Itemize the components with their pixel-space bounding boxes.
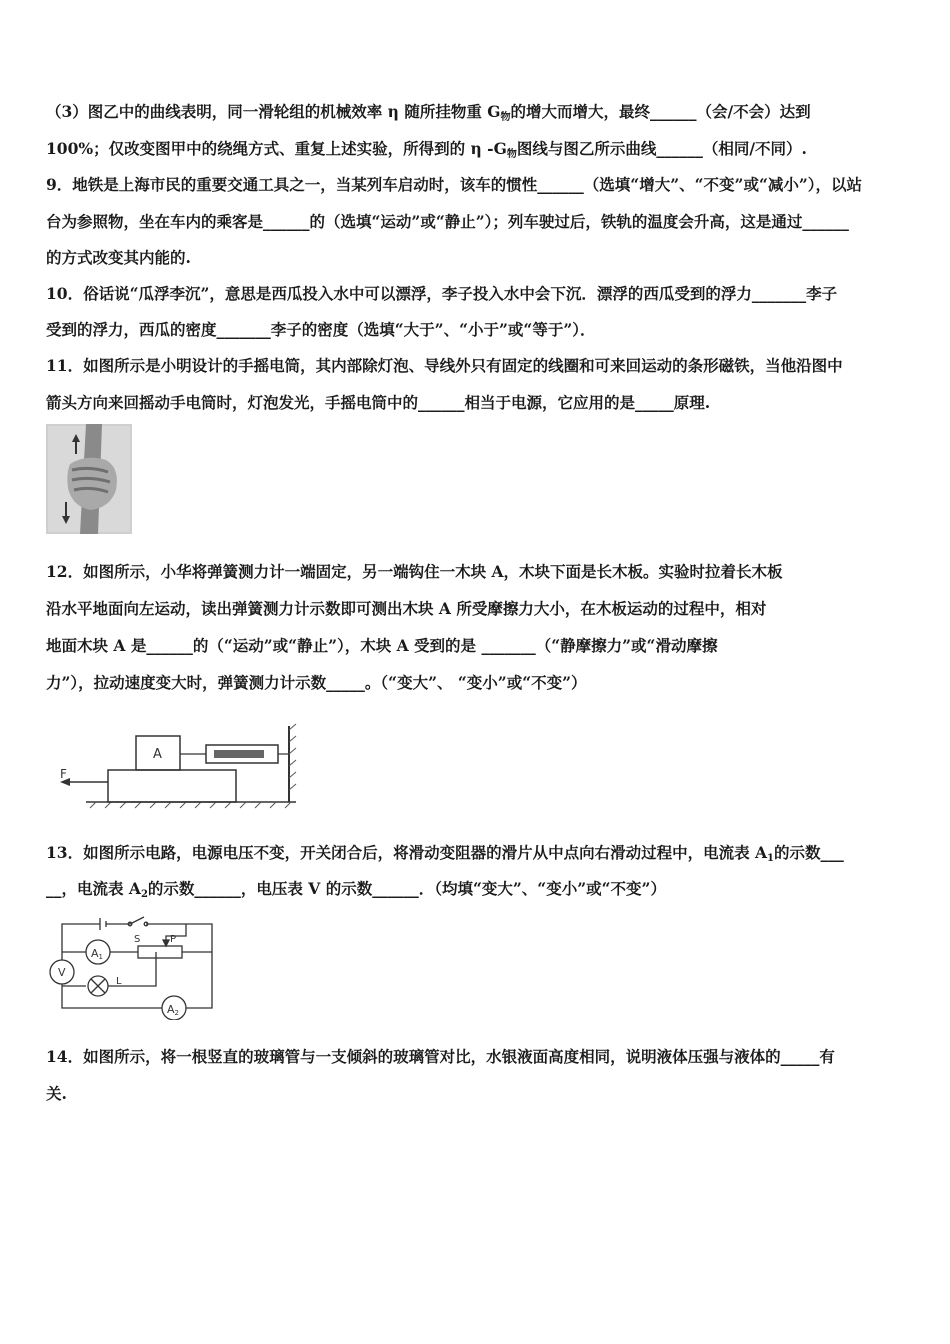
q10-line-2: 受到的浮力，西瓜的密度_______李子的密度（选填“大于”、“小于”或“等于”）．	[46, 320, 596, 339]
hand-flashlight-figure	[46, 424, 132, 534]
q12-line-3: 地面木块 A 是______的（“运动”或“静止”），木块 A 受到的是 _______（“静摩擦力”或“滑动摩擦	[46, 636, 718, 655]
q11-line-1: 11．如图所示是小明设计的手摇电筒，其内部除灯泡、导线外只有固定的线圈和可来回运动的条形磁铁，当他沿图中	[46, 356, 843, 375]
slider-p-label: P	[170, 934, 177, 945]
voltmeter-v-label: V	[58, 966, 66, 979]
q12-line-1: 12．如图所示，小华将弹簧测力计一端固定，另一端钩住一木块 A，木块下面是长木板。实验时拉着长木板	[46, 562, 783, 581]
q9-line-2: 台为参照物，坐在车内的乘客是______的（选填“运动”或“静止”）；列车驶过后，铁轨的温度会升高，这是通过______	[46, 212, 849, 231]
q11-line-2: 箭头方向来回摇动手电筒时，灯泡发光，手摇电筒中的______相当于电源，它应用的是_____原理.	[46, 393, 711, 412]
switch-s-label: S	[134, 934, 141, 945]
q14-line-1: 14．如图所示，将一根竖直的玻璃管与一支倾斜的玻璃管对比，水银液面高度相同，说明液体压强与液体的_____有	[46, 1047, 835, 1066]
ammeter-a1-label: A1	[91, 947, 103, 961]
q13-line-1: 13．如图所示电路，电源电压不变，开关闭合后，将滑动变阻器的滑片从中点向右滑动过程中，电流表 $A_1$的示数___	[46, 843, 844, 864]
q14-line-2: 关.	[46, 1084, 67, 1103]
q13-line-2: __，电流表 $A_2$的示数______，电压表 V 的示数______．（均填“变大”、“变小”或“不变”）	[46, 879, 666, 900]
q8-line-1: （3）图乙中的曲线表明，同一滑轮组的机械效率 η 随所挂物重 $G_物$的增大而增大，最终______（会/不会）达到	[46, 102, 811, 123]
force-f-label: F	[60, 767, 67, 781]
q9-line-1: 9．地铁是上海市民的重要交通工具之一，当某列车启动时，该车的惯性______（选填“增大”、“不变”或“减小”），以站	[46, 175, 863, 194]
q12-line-4: 力”），拉动速度变大时，弹簧测力计示数_____。（“变大”、 “变小”或“不变”）	[46, 673, 587, 692]
q12-line-2: 沿水平地面向左运动，读出弹簧测力计示数即可测出木块 A 所受摩擦力大小，在木板运动的过程中，相对	[46, 599, 767, 618]
block-a-label: A	[153, 747, 162, 762]
q10-line-1: 10．俗话说“瓜浮李沉”，意思是西瓜投入水中可以漂浮，李子投入水中会下沉．漂浮的西瓜受到的浮力_______李子	[46, 284, 838, 303]
friction-figure	[56, 718, 306, 810]
q8-line-2: 100%；仅改变图甲中的绕绳方式、重复上述实验，所得到的 η $-G_物$图线与图乙所示曲线______（相同/不同）.	[46, 139, 807, 160]
ammeter-a2-label: A2	[167, 1003, 179, 1017]
q9-line-3: 的方式改变其内能的.	[46, 248, 191, 267]
circuit-figure	[46, 912, 218, 1020]
lamp-l-label: L	[116, 976, 122, 987]
